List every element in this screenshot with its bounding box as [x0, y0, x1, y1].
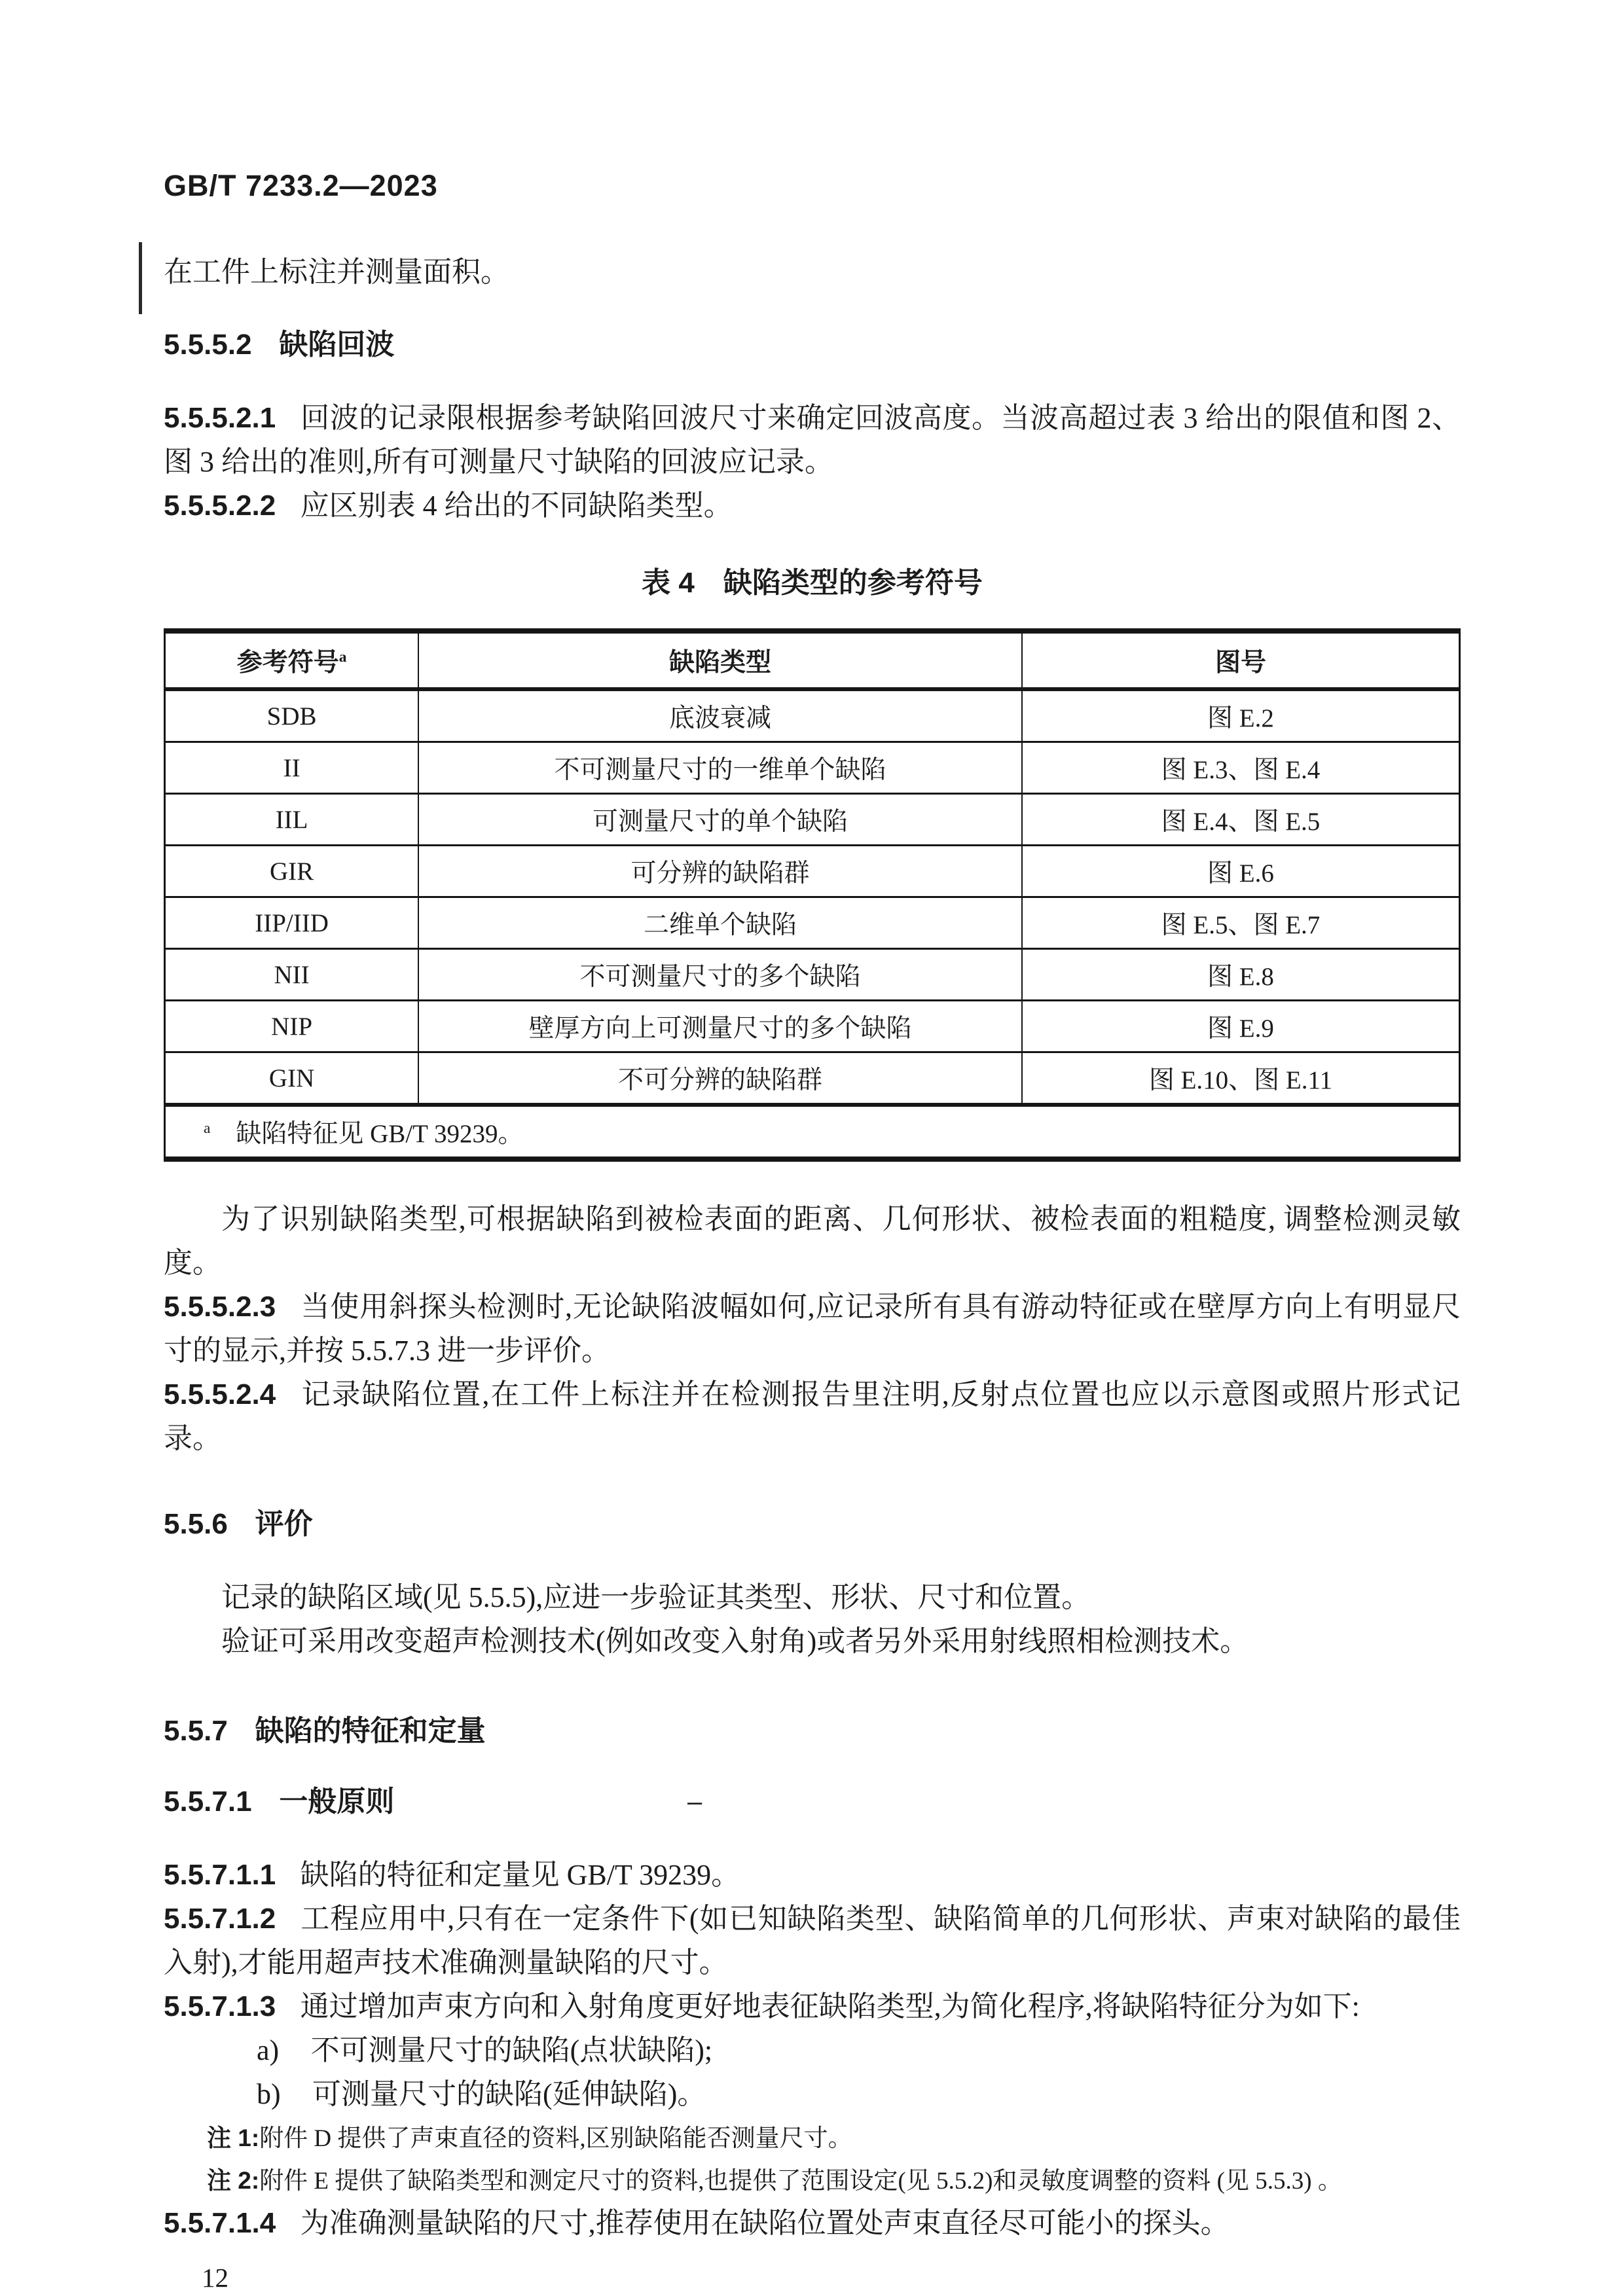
cell-symbol: GIR: [165, 846, 419, 897]
paragraph-5-5-5-2-1: [164, 396, 1461, 484]
table4-header: [165, 631, 1460, 689]
cell-figure: 图 E.10、图 E.11: [1022, 1052, 1460, 1105]
paragraph-5-5-5-2-2: [164, 484, 1461, 528]
list-text: 不可测量尺寸的缺陷(点状缺陷);: [310, 2034, 713, 2066]
cell-figure: 图 E.6: [1022, 846, 1460, 897]
paragraph-text: 当使用斜探头检测时,无论缺陷波幅如何,应记录所有具有游动特征或在壁厚方向上有明显尺寸的显示,并按 5.5.7.3 进一步评价。: [164, 1291, 1461, 1367]
footnote-superscript: a: [204, 1120, 211, 1137]
header-cell-type: 缺陷类型: [418, 631, 1022, 689]
paragraph-text: 通过增加声束方向和入射角度更好地表征缺陷类型,为简化程序,将缺陷特征分为如下:: [300, 1990, 1360, 2022]
clause-title: 评价: [255, 1508, 313, 1540]
table-header-row: [165, 631, 1460, 689]
paragraph-text: 回波的记录限根据参考缺陷回波尺寸来确定回波高度。当波高超过表 3 给出的限值和图 2、图 3 给出的准则,所有可测量尺寸缺陷的回波应记录。: [164, 402, 1461, 478]
paragraph-5-5-7-1-3: [164, 1984, 1461, 2028]
cell-type: 二维单个缺陷: [418, 897, 1022, 949]
header-symbol-superscript: a: [338, 649, 347, 666]
paragraph-5-5-7-1-2: [164, 1897, 1461, 1984]
table4-footer: [165, 1105, 1460, 1159]
cell-symbol: II: [165, 742, 419, 794]
paragraph-5-5-7-1-1: [164, 1853, 1461, 1897]
heading-5-5-5-2: [164, 328, 1461, 362]
paragraph-5-5-7-1-4: [164, 2201, 1461, 2245]
cell-figure: 图 E.8: [1022, 949, 1460, 1001]
clause-number: 5.5.7: [164, 1715, 228, 1747]
cell-figure: 图 E.4、图 E.5: [1022, 794, 1460, 846]
heading-5-5-7: [164, 1714, 1461, 1748]
cell-symbol: GIN: [165, 1052, 419, 1105]
paragraph-text: 为准确测量缺陷的尺寸,推荐使用在缺陷位置处声束直径尽可能小的探头。: [300, 2207, 1230, 2239]
table4-defect-reference-symbols: [164, 628, 1461, 1162]
paragraph-text: 缺陷的特征和定量见 GB/T 39239。: [300, 1859, 740, 1891]
cell-figure: 图 E.9: [1022, 1001, 1460, 1052]
cell-symbol: IIP/IID: [165, 897, 419, 949]
clause-number: 5.5.6: [164, 1508, 228, 1540]
cell-type: 壁厚方向上可测量尺寸的多个缺陷: [418, 1001, 1022, 1052]
paragraph-5-5-6-recorded-areas: 记录的缺陷区域(见 5.5.5),应进一步验证其类型、形状、尺寸和位置。: [221, 1581, 1091, 1613]
clause-number: 5.5.7.1.1: [164, 1859, 276, 1891]
list-item-a: [164, 2028, 1461, 2072]
paragraph-text: 记录缺陷位置,在工件上标注并在检测报告里注明,反射点位置也应以示意图或照片形式记录。: [164, 1378, 1461, 1454]
cell-symbol: NII: [165, 949, 419, 1001]
intro-paragraph: [164, 250, 1461, 294]
clause-number: 5.5.5.2.3: [164, 1291, 276, 1323]
cell-type: 底波衰减: [418, 689, 1022, 742]
header-symbol-text: 参考符号: [236, 649, 339, 677]
clause-number: 5.5.7.1: [164, 1785, 252, 1818]
note-label: 注 1:: [207, 2125, 260, 2151]
cell-symbol: SDB: [165, 689, 419, 742]
cell-symbol: IIL: [165, 794, 419, 846]
clause-number: 5.5.7.1.4: [164, 2207, 276, 2239]
note-1: [164, 2119, 1461, 2159]
header-cell-figure: 图号: [1022, 631, 1460, 689]
clause-number: 5.5.5.2.4: [164, 1378, 276, 1410]
table-row: [165, 794, 1460, 846]
paragraph-5-5-6-verification: 验证可采用改变超声检测技术(例如改变入射角)或者另外采用射线照相检测技术。: [221, 1625, 1249, 1657]
intro-text: 在工件上标注并测量面积。: [164, 256, 509, 288]
clause-number: 5.5.5.2.2: [164, 490, 276, 522]
cell-type: 不可测量尺寸的多个缺陷: [418, 949, 1022, 1001]
change-bar: [139, 242, 142, 314]
note-label: 注 2:: [207, 2167, 260, 2194]
clause-number: 5.5.7.1.3: [164, 1990, 276, 2022]
cell-figure: 图 E.2: [1022, 689, 1460, 742]
clause-title: 缺陷的特征和定量: [255, 1715, 486, 1747]
table-row: [165, 689, 1460, 742]
table-row: [165, 742, 1460, 794]
footnote-text: 缺陷特征见 GB/T 39239。: [210, 1120, 524, 1148]
paragraph-text: 应区别表 4 给出的不同缺陷类型。: [300, 490, 733, 522]
note-2: [164, 2161, 1461, 2201]
table-footnote-row: [165, 1105, 1460, 1159]
page-number: 12: [202, 2263, 228, 2293]
paragraph-text: 工程应用中,只有在一定条件下(如已知缺陷类型、缺陷简单的几何形状、声束对缺陷的最佳入射),才能用超声技术准确测量缺陷的尺寸。: [164, 1903, 1461, 1979]
clause-number: 5.5.5.2: [164, 329, 252, 361]
list-text: 可测量尺寸的缺陷(延伸缺陷)。: [312, 2078, 706, 2110]
cell-figure: 图 E.3、图 E.4: [1022, 742, 1460, 794]
paragraph-identify-defect-types: 为了识别缺陷类型,可根据缺陷到被检表面的距离、几何形状、被检表面的粗糙度, 调整检测灵敏度。: [164, 1203, 1461, 1279]
note-text: 附件 E 提供了缺陷类型和测定尺寸的资料,也提供了范围设定(见 5.5.2)和灵敏度调整的资料 (见 5.5.3) 。: [259, 2168, 1342, 2195]
stray-dash-mark: –: [687, 1787, 702, 1816]
table-footnote: [165, 1105, 1460, 1159]
table-row: [165, 1001, 1460, 1052]
table-row: [165, 846, 1460, 897]
list-item-b: [164, 2072, 1461, 2116]
heading-5-5-7-1: [164, 1785, 1461, 1819]
clause-title: 一般原则: [279, 1785, 395, 1818]
cell-type: 不可测量尺寸的一维单个缺陷: [418, 742, 1022, 794]
table4-title: 表 4 缺陷类型的参考符号: [642, 567, 983, 599]
header-cell-symbol: [165, 631, 419, 689]
cell-figure: 图 E.5、图 E.7: [1022, 897, 1460, 949]
cell-type: 可测量尺寸的单个缺陷: [418, 794, 1022, 846]
table-row: [165, 1052, 1460, 1105]
paragraph-5-5-5-2-3: [164, 1285, 1461, 1372]
cell-symbol: NIP: [165, 1001, 419, 1052]
list-marker: b): [257, 2078, 281, 2110]
cell-type: 不可分辨的缺陷群: [418, 1052, 1022, 1105]
table-row: [165, 897, 1460, 949]
table4-body: [165, 689, 1460, 1105]
clause-title: 缺陷回波: [279, 329, 395, 361]
note-text: 附件 D 提供了声束直径的资料,区别缺陷能否测量尺寸。: [259, 2125, 852, 2152]
table-row: [165, 949, 1460, 1001]
heading-5-5-6: [164, 1507, 1461, 1541]
list-marker: a): [257, 2034, 280, 2066]
clause-number: 5.5.7.1.2: [164, 1903, 276, 1935]
doc-number: GB/T 7233.2—2023: [164, 169, 438, 202]
cell-type: 可分辨的缺陷群: [418, 846, 1022, 897]
paragraph-5-5-5-2-4: [164, 1372, 1461, 1460]
clause-number: 5.5.5.2.1: [164, 402, 276, 434]
